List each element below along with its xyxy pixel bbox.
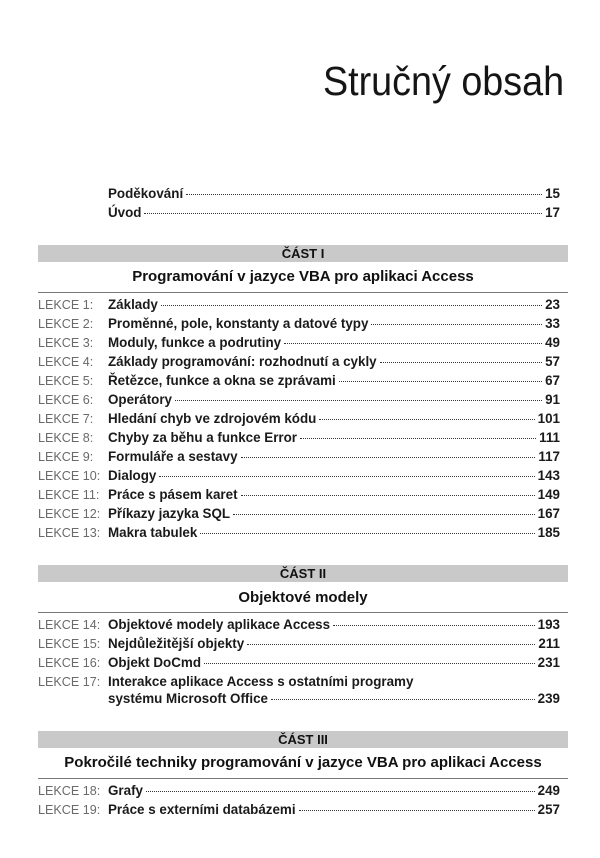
entry-title: Úvod bbox=[108, 205, 142, 220]
page-number: 33 bbox=[545, 316, 560, 331]
page-number: 167 bbox=[537, 506, 560, 521]
lesson-number: LEKCE 1: bbox=[38, 298, 94, 312]
page-number: 239 bbox=[537, 691, 560, 706]
divider bbox=[38, 612, 568, 613]
part-1-lessons bbox=[38, 297, 560, 544]
entry-title: Hledání chyb ve zdrojovém kódu bbox=[108, 411, 317, 426]
dot-leader bbox=[233, 514, 535, 515]
toc-entry[interactable] bbox=[38, 783, 560, 802]
entry-title: Nejdůležitější objekty bbox=[108, 636, 245, 651]
toc-entry[interactable] bbox=[38, 373, 560, 392]
dot-leader bbox=[271, 699, 535, 700]
dot-leader bbox=[241, 457, 536, 458]
lesson-number: LEKCE 4: bbox=[38, 355, 94, 369]
lesson-number: LEKCE 9: bbox=[38, 450, 94, 464]
dot-leader bbox=[204, 663, 535, 664]
toc-entry[interactable] bbox=[38, 354, 560, 373]
toc-entry[interactable] bbox=[38, 655, 560, 674]
front-matter bbox=[38, 186, 560, 224]
entry-title-continued: systému Microsoft Office bbox=[108, 691, 268, 706]
divider bbox=[38, 778, 568, 779]
entry-title: Proměnné, pole, konstanty a datové typy bbox=[108, 316, 369, 331]
dot-leader bbox=[159, 476, 534, 477]
entry-title: Dialogy bbox=[108, 468, 157, 483]
toc-entry[interactable] bbox=[38, 411, 560, 430]
toc-entry[interactable] bbox=[38, 316, 560, 335]
lesson-number: LEKCE 5: bbox=[38, 374, 94, 388]
entry-title: Poděkování bbox=[108, 186, 184, 201]
entry-title: Makra tabulek bbox=[108, 525, 198, 540]
lesson-number: LEKCE 17: bbox=[38, 675, 101, 689]
page-number: 17 bbox=[545, 205, 560, 220]
part-3-lessons bbox=[38, 783, 560, 821]
page-number: 111 bbox=[539, 430, 560, 445]
dot-leader bbox=[161, 305, 542, 306]
entry-title: Základy bbox=[108, 297, 158, 312]
part-2-lessons bbox=[38, 617, 560, 710]
lesson-number: LEKCE 18: bbox=[38, 784, 101, 798]
lesson-number: LEKCE 12: bbox=[38, 507, 101, 521]
part-label: ČÁST III bbox=[38, 731, 568, 748]
toc-entry-line-1[interactable] bbox=[38, 674, 560, 691]
entry-title: Příkazy jazyka SQL bbox=[108, 506, 231, 521]
toc-entry[interactable] bbox=[38, 487, 560, 506]
toc-entry[interactable] bbox=[38, 430, 560, 449]
dot-leader bbox=[333, 625, 535, 626]
page-number: 67 bbox=[545, 373, 560, 388]
page-number: 143 bbox=[537, 468, 560, 483]
toc-entry-line-2[interactable] bbox=[38, 691, 560, 710]
toc-entry[interactable] bbox=[38, 802, 560, 821]
entry-title: Práce s externími databázemi bbox=[108, 802, 296, 817]
toc-entry[interactable] bbox=[38, 205, 560, 224]
entry-title: Chyby za běhu a funkce Error bbox=[108, 430, 298, 445]
entry-title: Objekt DoCmd bbox=[108, 655, 201, 670]
part-title: Programování v jazyce VBA pro aplikaci Access bbox=[132, 268, 474, 285]
entry-title: Operátory bbox=[108, 392, 172, 407]
toc-entry[interactable] bbox=[38, 186, 560, 205]
page-number: 101 bbox=[537, 411, 560, 426]
toc-entry[interactable] bbox=[38, 392, 560, 411]
dot-leader bbox=[241, 495, 535, 496]
lesson-number: LEKCE 15: bbox=[38, 637, 101, 651]
page-number: 257 bbox=[537, 802, 560, 817]
lesson-number: LEKCE 10: bbox=[38, 469, 101, 483]
entry-title: Formuláře a sestavy bbox=[108, 449, 238, 464]
part-label: ČÁST II bbox=[38, 565, 568, 582]
lesson-number: LEKCE 7: bbox=[38, 412, 94, 426]
page-number: 149 bbox=[537, 487, 560, 502]
toc-entry[interactable] bbox=[38, 525, 560, 544]
lesson-number: LEKCE 3: bbox=[38, 336, 94, 350]
lesson-number: LEKCE 14: bbox=[38, 618, 101, 632]
lesson-number: LEKCE 2: bbox=[38, 317, 94, 331]
page-number: 23 bbox=[545, 297, 560, 312]
page-number: 193 bbox=[537, 617, 560, 632]
dot-leader bbox=[339, 381, 542, 382]
page-number: 91 bbox=[545, 392, 560, 407]
toc-entry[interactable] bbox=[38, 335, 560, 354]
page-number: 49 bbox=[545, 335, 560, 350]
entry-title: Grafy bbox=[108, 783, 143, 798]
dot-leader bbox=[175, 400, 542, 401]
toc-entry[interactable] bbox=[38, 468, 560, 487]
dot-leader bbox=[371, 324, 542, 325]
lesson-number: LEKCE 16: bbox=[38, 656, 101, 670]
dot-leader bbox=[200, 533, 534, 534]
dot-leader bbox=[146, 791, 535, 792]
entry-title: Základy programování: rozhodnutí a cykly bbox=[108, 354, 377, 369]
page-title: Stručný obsah bbox=[322, 58, 564, 104]
toc-entry[interactable] bbox=[38, 297, 560, 316]
page-number: 231 bbox=[537, 655, 560, 670]
lesson-number: LEKCE 6: bbox=[38, 393, 94, 407]
dot-leader bbox=[380, 362, 542, 363]
dot-leader bbox=[299, 810, 535, 811]
dot-leader bbox=[300, 438, 536, 439]
lesson-number: LEKCE 13: bbox=[38, 526, 101, 540]
toc-entry[interactable] bbox=[38, 636, 560, 655]
lesson-number: LEKCE 19: bbox=[38, 803, 101, 817]
toc-entry[interactable] bbox=[38, 506, 560, 525]
page-number: 57 bbox=[545, 354, 560, 369]
entry-title: Řetězce, funkce a okna se zprávami bbox=[108, 373, 336, 388]
dot-leader bbox=[284, 343, 542, 344]
toc-entry[interactable] bbox=[38, 449, 560, 468]
page-number: 117 bbox=[538, 449, 560, 464]
page-number: 185 bbox=[537, 525, 560, 540]
divider bbox=[38, 292, 568, 293]
page-number: 249 bbox=[537, 783, 560, 798]
entry-title: Interakce aplikace Access s ostatními programy bbox=[108, 674, 414, 689]
lesson-number: LEKCE 8: bbox=[38, 431, 94, 445]
dot-leader bbox=[247, 644, 535, 645]
dot-leader bbox=[186, 194, 542, 195]
entry-title: Moduly, funkce a podrutiny bbox=[108, 335, 282, 350]
dot-leader bbox=[319, 419, 534, 420]
part-title: Pokročilé techniky programování v jazyce VBA pro aplikaci Access bbox=[64, 754, 542, 771]
lesson-number: LEKCE 11: bbox=[38, 488, 100, 502]
page-number: 211 bbox=[538, 636, 560, 651]
dot-leader bbox=[144, 213, 542, 214]
part-label: ČÁST I bbox=[38, 245, 568, 262]
part-title: Objektové modely bbox=[238, 589, 368, 606]
entry-title: Objektové modely aplikace Access bbox=[108, 617, 331, 632]
toc-entry[interactable] bbox=[38, 617, 560, 636]
page-number: 15 bbox=[545, 186, 560, 201]
entry-title: Práce s pásem karet bbox=[108, 487, 238, 502]
